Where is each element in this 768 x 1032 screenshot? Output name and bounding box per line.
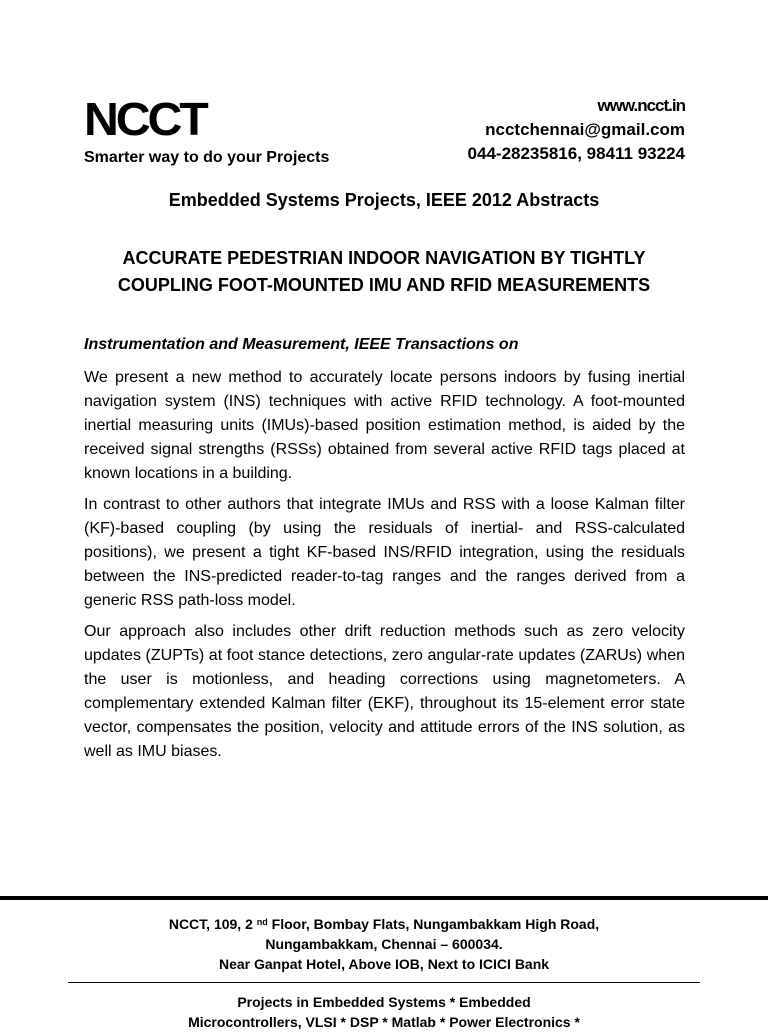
- website-link[interactable]: www.ncct.in: [597, 96, 685, 115]
- ordinal-suffix: nd: [256, 917, 268, 927]
- paper-title: ACCURATE PEDESTRIAN INDOOR NAVIGATION BY TIGHTLY COUPLING FOOT-MOUNTED IMU AND RFID MEASUREMENTS: [117, 248, 651, 295]
- address-line-1-start: NCCT, 109, 2: [168, 916, 253, 932]
- category-heading: Embedded Systems Projects, IEEE 2012 Abstracts: [168, 190, 600, 210]
- footer-line-1: Projects in Embedded Systems * Embedded: [237, 994, 531, 1010]
- tagline: Smarter way to do your Projects: [84, 149, 330, 166]
- address-line-3: Near Ganpat Hotel, Above IOB, Next to ICICI Bank: [218, 956, 550, 972]
- phone-numbers: 044-28235816, 98411 93224: [467, 144, 685, 163]
- footer-services: [0, 992, 768, 1032]
- address-block: [0, 914, 768, 974]
- abstract-paragraph: In contrast to other authors that integrate IMUs and RSS with a loose Kalman filter (KF)-based coupling (by using the residuals of inertial- and RSS-calculated positions), we present a tight KF-based INS/RFID integration, using the residuals between the INS-predicted reader-to-tag ranges and the ranges derived from a generic RSS path-loss model.: [84, 496, 685, 609]
- address-line-1: [0, 914, 768, 934]
- address-line-2: Nungambakkam, Chennai – 600034.: [265, 936, 503, 952]
- ncct-logo: NCCT: [84, 93, 206, 145]
- journal-name: Instrumentation and Measurement, IEEE Transactions on: [84, 336, 519, 353]
- footer-line-2: Microcontrollers, VLSI * DSP * Matlab * Power Electronics *: [188, 1014, 580, 1030]
- abstract-body: [84, 366, 685, 771]
- abstract-paragraph: Our approach also includes other drift reduction methods such as zero velocity updates (ZUPTs) at foot stance detections, zero angular-rate updates (ZARUs) when the user is motionless, and heading corrections using magnetometers. A complementary extended Kalman filter (EKF), throughout its 15-element error state vector, compensates the position, velocity and attitude errors of the INS solution, as well as IMU biases.: [84, 623, 685, 760]
- contact-block: [468, 94, 685, 166]
- abstract-paragraph: We present a new method to accurately locate persons indoors by fusing inertial navigation system (INS) techniques with active RFID technology. A foot-mounted inertial measuring units (IMUs)-based position estimation method, is aided by the received signal strengths (RSSs) obtained from several active RFID tags placed at known locations in a building.: [84, 369, 685, 482]
- email-link[interactable]: ncctchennai@gmail.com: [485, 120, 685, 139]
- footer-thin-divider: [68, 982, 700, 983]
- footer-divider: [0, 896, 768, 900]
- address-line-1-end: Floor, Bombay Flats, Nungambakkam High Road,: [267, 916, 600, 932]
